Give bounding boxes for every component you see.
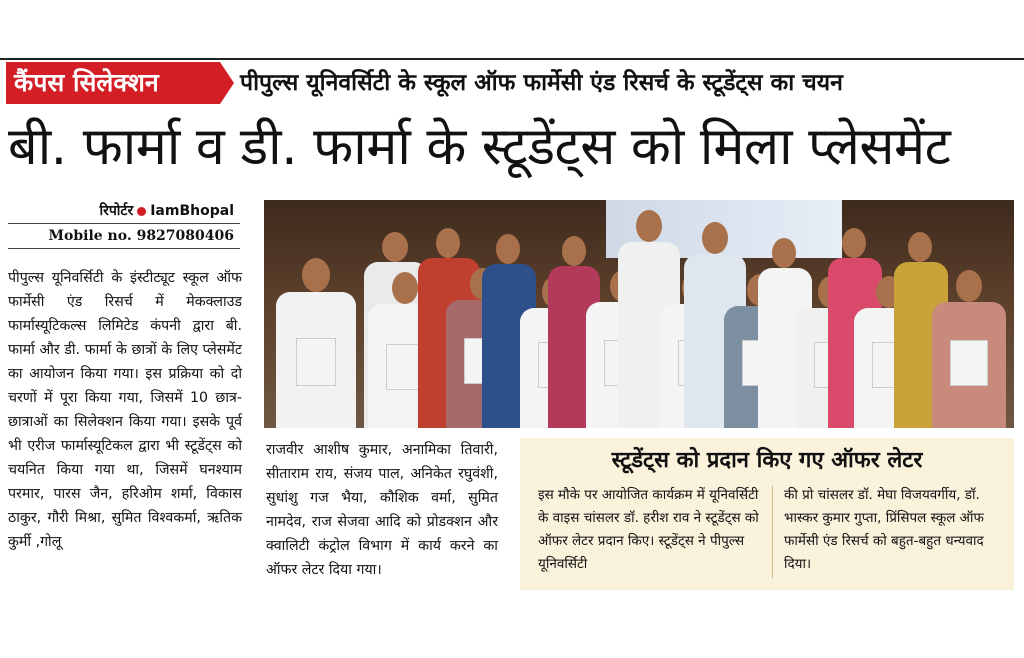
top-rule — [0, 58, 1024, 60]
photo-person — [928, 270, 1010, 428]
article-column-left: पीपुल्स यूनिवर्सिटी के इंस्टीट्यूट स्कूल ऑफ फार्मेसी एंड रिसर्च में मेकक्लाउड फार्मास्यूटिकल्स लिमिटेड कंपनी द्वारा बी. फार्मा और डी. फार्मा के छात्रों के लिए प्लेसमेंट का आयोजन किया गया। इस प्रक्रिया को दो चरणों में पूरा किया गया, जिसमें 10 छात्र-छात्राओं का सिलेक्शन किया गया। इसके पूर्व भी एरीज फार्मास्यूटिकल द्वारा भी स्टूडेंट्स को चयनित किया गया था, जिसमें घनश्याम परमार, पारस जैन, हरिओम शर्मा, विकास ठाकुर, गौरी मिश्रा, सुमित विश्वकर्मा, ऋतिक कुर्मी ,गोलू — [8, 270, 242, 550]
offer-box-title: स्टूडेंट्स को प्रदान किए गए ऑफर लेटर — [611, 448, 923, 473]
reporter-line — [8, 200, 240, 222]
offer-letter-box — [520, 438, 1014, 590]
byline — [8, 200, 240, 250]
section-tag-arrow — [220, 62, 234, 104]
subheadline: पीपुल्स यूनिवर्सिटी के स्कूल ऑफ फार्मेसी एंड रिसर्च के स्टूडेंट्स का चयन — [240, 70, 843, 96]
byline-rule-bottom — [8, 248, 240, 249]
reporter-name: IamBhopal — [150, 203, 234, 219]
group-photo — [264, 200, 1014, 428]
headline: बी. फार्मा व डी. फार्मा के स्टूडेंट्स को मिला प्लेसमेंट — [8, 117, 951, 177]
reporter-label: रिपोर्टर — [99, 203, 134, 219]
offer-box-divider — [772, 486, 773, 578]
article-column-middle: राजवीर आशीष कुमार, अनामिका तिवारी, सीताराम राय, संजय पाल, अनिकेत रघुवंशी, सुधांशु गज भैया, कौशिक वर्मा, सुमित नामदेव, राज सेजवा आदि को प्रोडक्शन और क्वालिटी कंट्रोल विभाग में कार्य करने का ऑफर लेटर दिया गया। — [266, 442, 498, 578]
photo-person — [270, 258, 362, 428]
offer-box-text-left: इस मौके पर आयोजित कार्यक्रम में यूनिवर्सिटी के वाइस चांसलर डॉ. हरीश राव ने स्टूडेंट्स को ऑफर लेटर प्रदान किए। स्टूडेंट्स ने पीपुल्स यूनिवर्सिटी — [538, 487, 759, 572]
byline-rule — [8, 223, 240, 224]
bullet-dot-icon — [137, 207, 146, 216]
mobile-number: Mobile no. 9827080406 — [48, 228, 234, 244]
offer-box-text-right: की प्रो चांसलर डॉ. मेघा विजयवर्गीय, डॉ. भास्कर कुमार गुप्ता, प्रिंसिपल स्कूल ऑफ फार्मेसी एंड रिसर्च को बहुत-बहुत धन्यवाद दिया। — [784, 487, 984, 572]
section-tag: कैंपस सिलेक्शन — [6, 62, 220, 104]
